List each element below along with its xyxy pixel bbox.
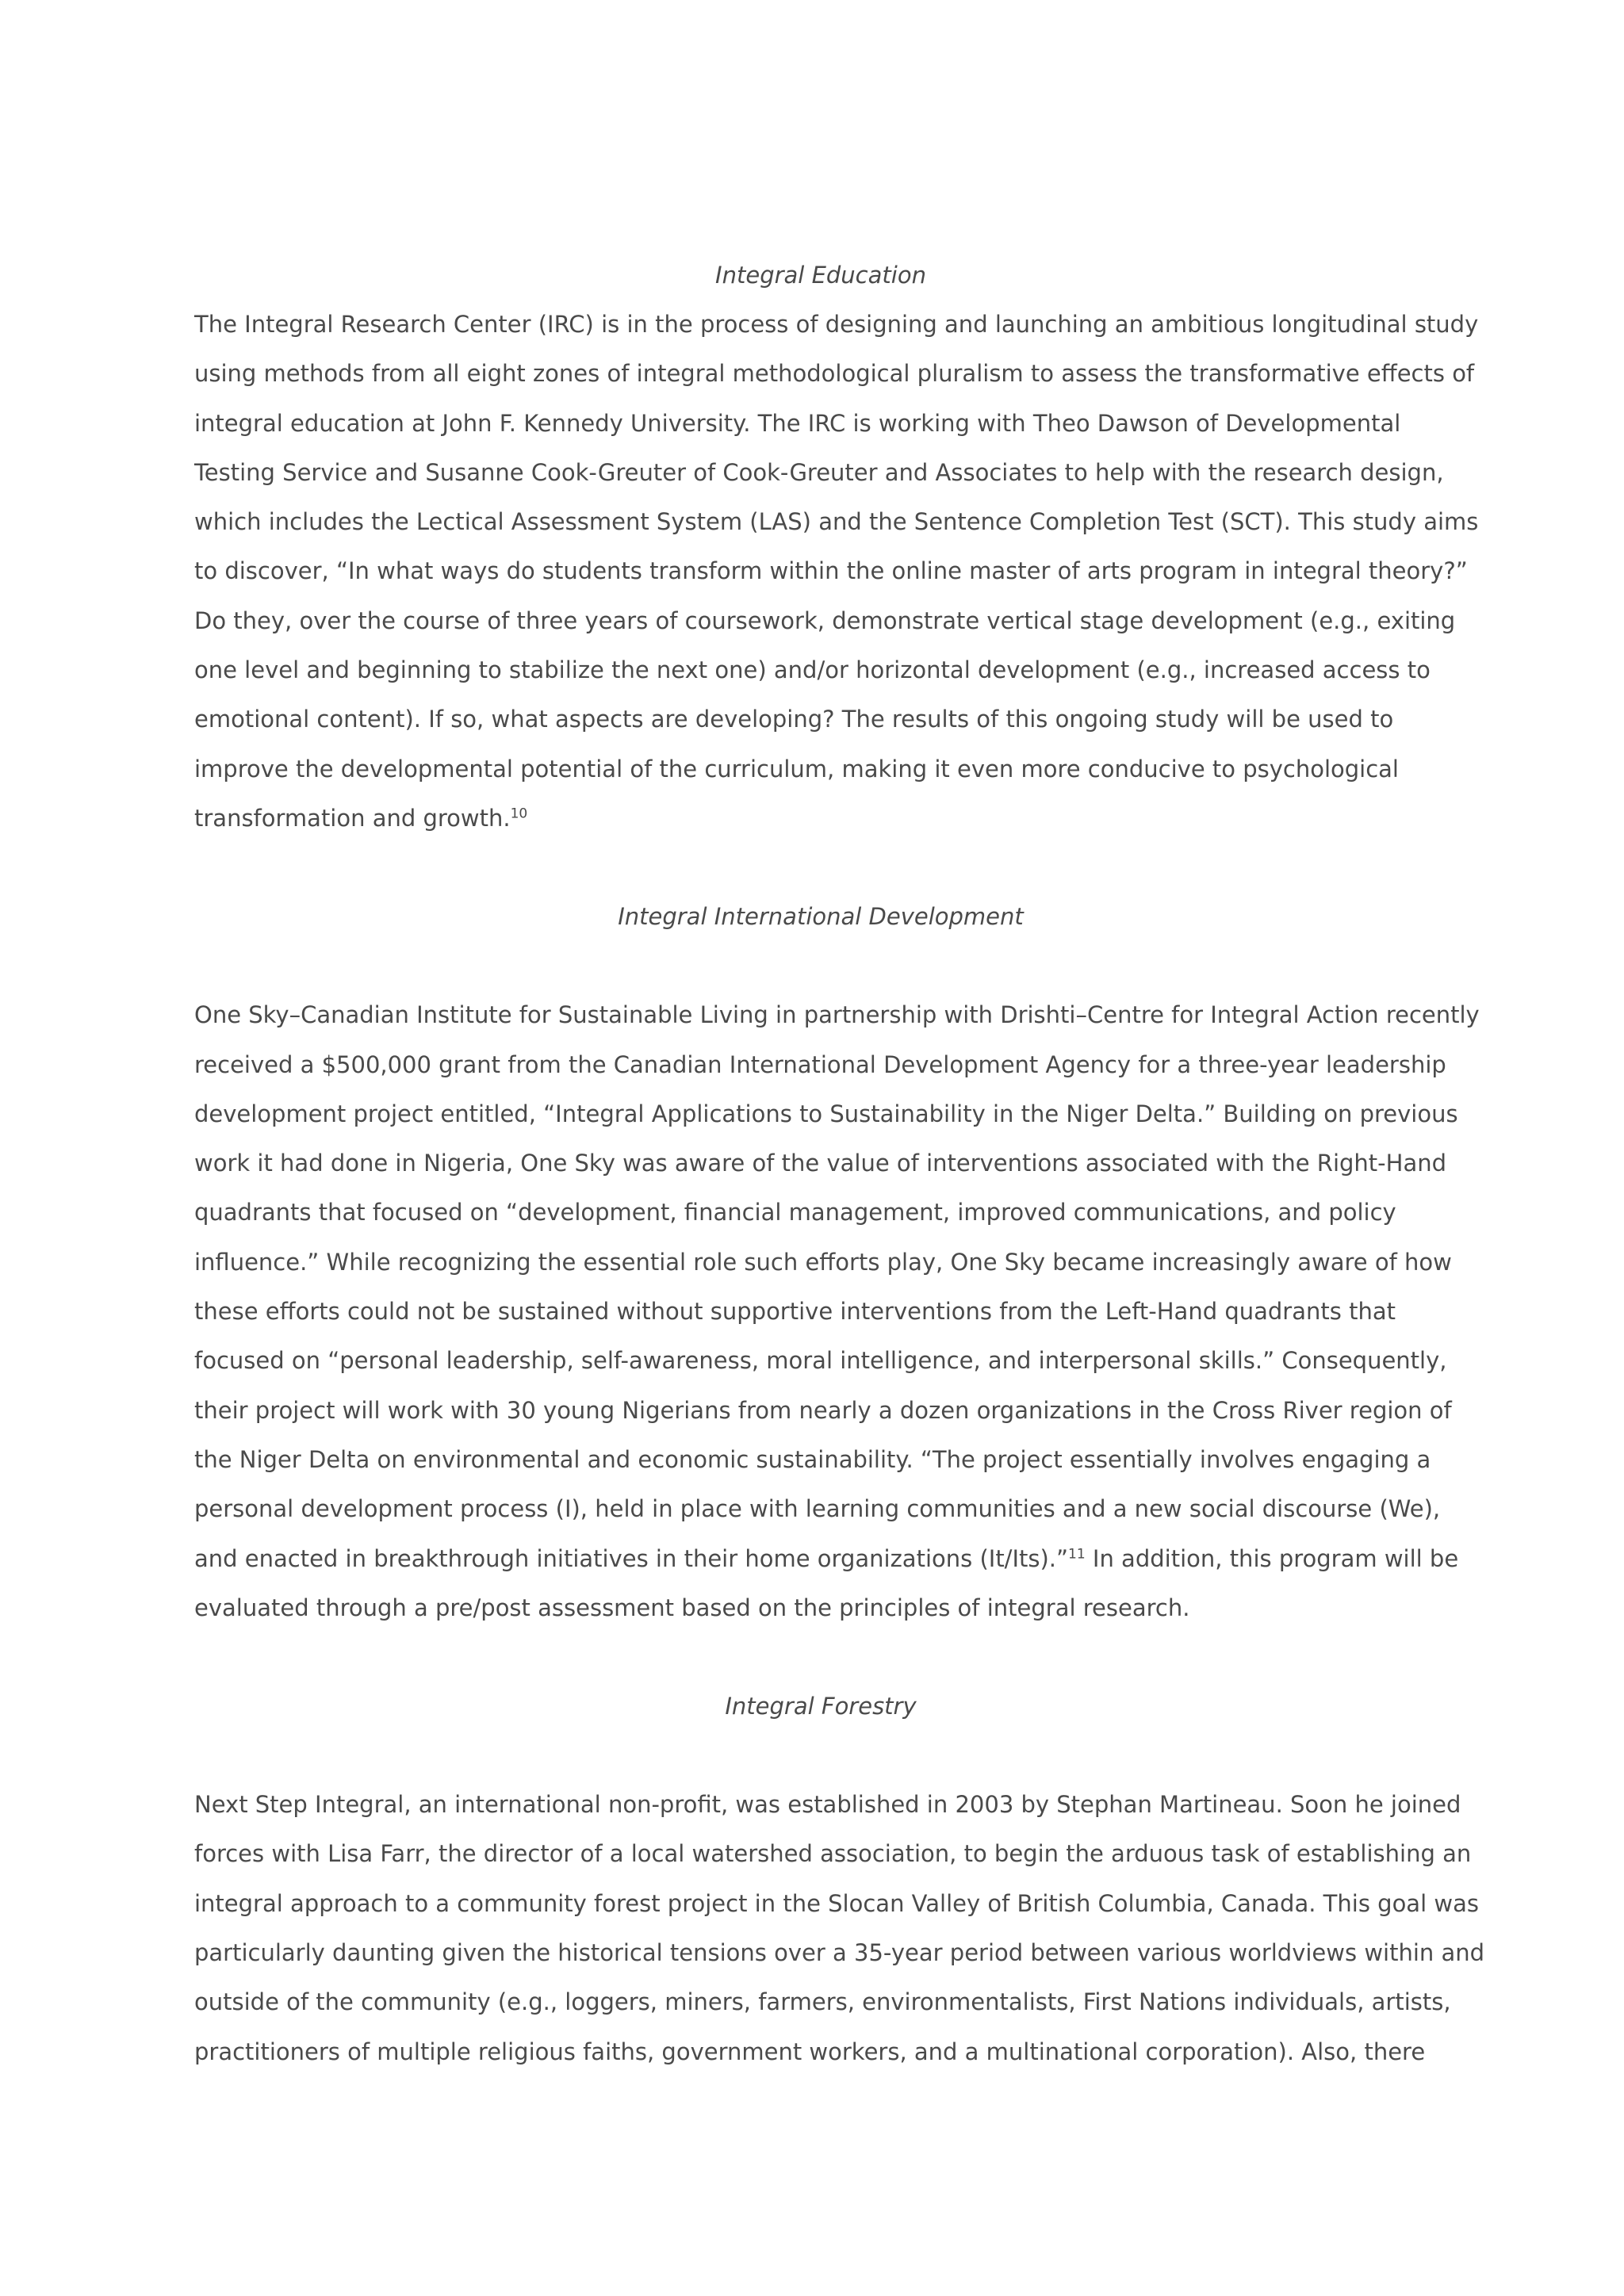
text-line: development project entitled, “Integral Applications to Sustainability in the Niger Delta.” Building on previous (194, 1100, 1458, 1127)
text-line: evaluated through a pre/post assessment based on the principles of integral research. (194, 1594, 1190, 1621)
text-line: work it had done in Nigeria, One Sky was aware of the value of interventions associated with the Right-Hand (194, 1150, 1446, 1177)
text-line (194, 1534, 1459, 1583)
section-integral-forestry (194, 1682, 1485, 2076)
text-line: quadrants that focused on “development, financial management, improved communications, and policy (194, 1199, 1396, 1226)
section-integral-international-development (194, 892, 1480, 1632)
text-line: particularly daunting given the historical tensions over a 35-year period between various worldviews within and (194, 1939, 1485, 1967)
line-text: In addition, this program will be (1085, 1544, 1459, 1572)
line-text: transformation and growth. (194, 804, 511, 832)
text-line: received a $500,000 grant from the Canadian International Development Agency for a three-year leadership (194, 1050, 1446, 1078)
line-text: and enacted in breakthrough initiatives in their home organizations (It/Its).” (194, 1544, 1069, 1572)
text-line: focused on “personal leadership, self-awareness, moral intelligence, and interpersonal skills.” Consequently, (194, 1347, 1447, 1375)
text-line: improve the developmental potential of the curriculum, making it even more conducive to psychological (194, 755, 1399, 783)
paragraph (194, 1780, 1485, 2076)
text-line: emotional content). If so, what aspects are developing? The results of this ongoing study will be used to (194, 706, 1394, 733)
text-line: influence.” While recognizing the essential role such efforts play, One Sky became increasingly aware of how (194, 1248, 1452, 1276)
footnote-marker: 11 (1068, 1545, 1086, 1562)
text-line: Testing Service and Susanne Cook-Greuter of Cook-Greuter and Associates to help with the research design, (194, 458, 1444, 486)
section-heading: Integral Education (715, 262, 926, 289)
text-line: integral approach to a community forest project in the Slocan Valley of British Columbia, Canada. This goal was (194, 1889, 1479, 1917)
text-line: The Integral Research Center (IRC) is in the process of designing and launching an ambitious longitudinal study (194, 311, 1479, 338)
text-line: personal development process (I), held in place with learning communities and a new social discourse (We), (194, 1495, 1441, 1523)
text-line: these efforts could not be sustained without supportive interventions from the Left-Hand quadrants that (194, 1298, 1396, 1326)
document-page (194, 251, 1485, 2076)
text-line (194, 794, 1447, 843)
text-line: outside of the community (e.g., loggers, miners, farmers, environmentalists, First Nations individuals, artists, (194, 1988, 1451, 2016)
section-integral-education (194, 251, 1479, 843)
text-line: Do they, over the course of three years of coursework, demonstrate vertical stage development (e.g., exiting (194, 607, 1456, 634)
section-heading: Integral International Development (618, 903, 1024, 931)
text-line: their project will work with 30 young Nigerians from nearly a dozen organizations in the Cross River region of (194, 1396, 1452, 1424)
text-line: forces with Lisa Farr, the director of a local watershed association, to begin the arduous task of establishing an (194, 1840, 1472, 1868)
text-line: practitioners of multiple religious faiths, government workers, and a multinational corporation). Also, there (194, 2038, 1426, 2065)
section-heading: Integral Forestry (725, 1693, 917, 1720)
paragraph (194, 990, 1480, 1632)
text-line: the Niger Delta on environmental and economic sustainability. “The project essentially involves engaging a (194, 1445, 1431, 1473)
paragraph (194, 300, 1479, 843)
text-line: one level and beginning to stabilize the next one) and/or horizontal development (e.g., increased access to (194, 656, 1431, 684)
text-line: to discover, “In what ways do students transform within the online master of arts program in integral theory?” (194, 557, 1468, 585)
text-line: using methods from all eight zones of integral methodological pluralism to assess the transformative effects of (194, 360, 1475, 388)
text-line: integral education at John F. Kennedy University. The IRC is working with Theo Dawson of Developmental (194, 409, 1401, 437)
text-line: Next Step Integral, an international non-profit, was established in 2003 by Stephan Martineau. Soon he joined (194, 1791, 1461, 1819)
text-line: One Sky–Canadian Institute for Sustainable Living in partnership with Drishti–Centre for Integral Action recently (194, 1001, 1480, 1029)
text-line: which includes the Lectical Assessment System (LAS) and the Sentence Completion Test (SCT). This study aims (194, 508, 1479, 536)
footnote-marker: 10 (510, 806, 528, 822)
